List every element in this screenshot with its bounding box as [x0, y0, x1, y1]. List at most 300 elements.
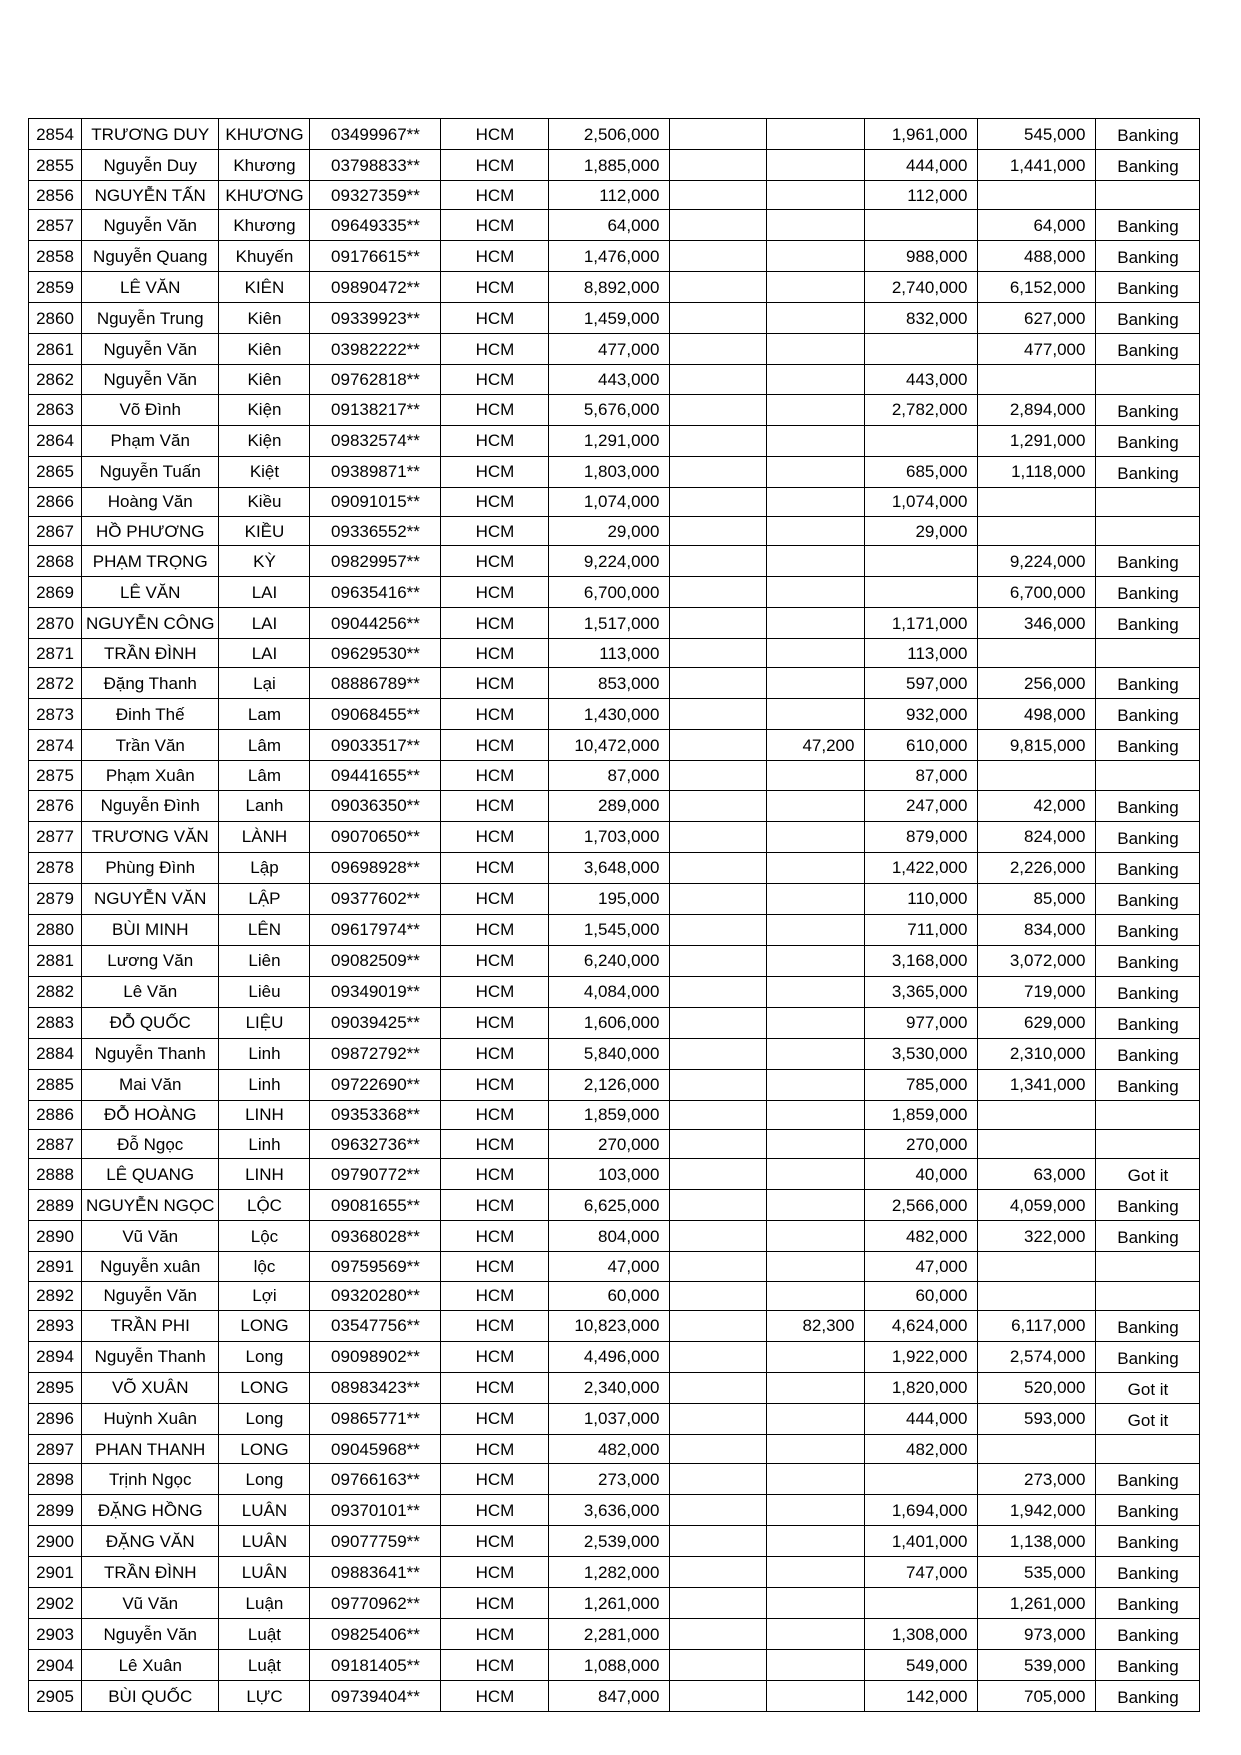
- total-amount-cell: 10,472,000: [549, 730, 670, 761]
- total-amount-cell: 9,224,000: [549, 546, 670, 577]
- given-name-cell: Luật: [219, 1650, 310, 1681]
- table-row: [29, 1650, 1200, 1681]
- amount-b-cell: 545,000: [978, 119, 1096, 150]
- city-cell: HCM: [441, 303, 549, 334]
- payment-method-cell: Banking: [1096, 730, 1200, 761]
- amount-a-cell: 113,000: [865, 639, 978, 668]
- extra-1-cell: [670, 668, 767, 699]
- row-number-cell: 2871: [29, 639, 82, 668]
- city-cell: HCM: [441, 577, 549, 608]
- city-cell: HCM: [441, 730, 549, 761]
- phone-cell: 09441655**: [310, 761, 441, 790]
- table-row: [29, 546, 1200, 577]
- payment-method-cell: [1096, 1434, 1200, 1463]
- city-cell: HCM: [441, 883, 549, 914]
- extra-1-cell: [670, 456, 767, 487]
- given-name-cell: Lại: [219, 668, 310, 699]
- row-number-cell: 2870: [29, 608, 82, 639]
- extra-2-cell: [767, 1341, 865, 1372]
- row-number-cell: 2861: [29, 334, 82, 365]
- amount-a-cell: 444,000: [865, 1403, 978, 1434]
- total-amount-cell: 60,000: [549, 1281, 670, 1310]
- phone-cell: 09722690**: [310, 1069, 441, 1100]
- extra-1-cell: [670, 1372, 767, 1403]
- extra-2-cell: [767, 852, 865, 883]
- phone-cell: 09349019**: [310, 976, 441, 1007]
- payment-method-cell: Banking: [1096, 1341, 1200, 1372]
- amount-b-cell: 1,118,000: [978, 456, 1096, 487]
- phone-cell: 09829957**: [310, 546, 441, 577]
- city-cell: HCM: [441, 546, 549, 577]
- amount-a-cell: 1,171,000: [865, 608, 978, 639]
- extra-2-cell: [767, 1557, 865, 1588]
- amount-a-cell: 1,961,000: [865, 119, 978, 150]
- total-amount-cell: 103,000: [549, 1159, 670, 1190]
- phone-cell: 09865771**: [310, 1403, 441, 1434]
- total-amount-cell: 5,840,000: [549, 1038, 670, 1069]
- family-name-cell: Nguyễn Văn: [82, 1619, 219, 1650]
- total-amount-cell: 1,606,000: [549, 1007, 670, 1038]
- total-amount-cell: 4,496,000: [549, 1341, 670, 1372]
- extra-1-cell: [670, 852, 767, 883]
- payment-method-cell: Banking: [1096, 1495, 1200, 1526]
- phone-cell: 09770962**: [310, 1588, 441, 1619]
- extra-1-cell: [670, 272, 767, 303]
- extra-2-cell: [767, 516, 865, 545]
- amount-a-cell: 1,074,000: [865, 487, 978, 516]
- amount-b-cell: 273,000: [978, 1464, 1096, 1495]
- row-number-cell: 2889: [29, 1190, 82, 1221]
- city-cell: HCM: [441, 1403, 549, 1434]
- table-row: [29, 1100, 1200, 1129]
- phone-cell: 09036350**: [310, 790, 441, 821]
- given-name-cell: Linh: [219, 1038, 310, 1069]
- row-number-cell: 2905: [29, 1681, 82, 1712]
- family-name-cell: Nguyễn Văn: [82, 1281, 219, 1310]
- given-name-cell: Luật: [219, 1619, 310, 1650]
- payment-method-cell: [1096, 1252, 1200, 1281]
- extra-1-cell: [670, 1403, 767, 1434]
- extra-2-cell: [767, 303, 865, 334]
- row-number-cell: 2874: [29, 730, 82, 761]
- phone-cell: 09039425**: [310, 1007, 441, 1038]
- table-row: [29, 668, 1200, 699]
- row-number-cell: 2896: [29, 1403, 82, 1434]
- family-name-cell: Lê Xuân: [82, 1650, 219, 1681]
- amount-a-cell: 1,820,000: [865, 1372, 978, 1403]
- family-name-cell: Trịnh Ngọc: [82, 1464, 219, 1495]
- city-cell: HCM: [441, 365, 549, 394]
- city-cell: HCM: [441, 1281, 549, 1310]
- amount-b-cell: 520,000: [978, 1372, 1096, 1403]
- amount-a-cell: 47,000: [865, 1252, 978, 1281]
- family-name-cell: ĐỖ QUỐC: [82, 1007, 219, 1038]
- extra-2-cell: [767, 1372, 865, 1403]
- amount-b-cell: [978, 639, 1096, 668]
- payment-method-cell: Banking: [1096, 1007, 1200, 1038]
- total-amount-cell: 1,291,000: [549, 425, 670, 456]
- phone-cell: 09649335**: [310, 210, 441, 241]
- extra-1-cell: [670, 546, 767, 577]
- phone-cell: 09181405**: [310, 1650, 441, 1681]
- payment-method-cell: Banking: [1096, 976, 1200, 1007]
- extra-2-cell: [767, 334, 865, 365]
- row-number-cell: 2864: [29, 425, 82, 456]
- row-number-cell: 2890: [29, 1221, 82, 1252]
- extra-1-cell: [670, 1495, 767, 1526]
- row-number-cell: 2883: [29, 1007, 82, 1038]
- family-name-cell: BÙI MINH: [82, 914, 219, 945]
- city-cell: HCM: [441, 119, 549, 150]
- extra-2-cell: [767, 1252, 865, 1281]
- extra-2-cell: [767, 790, 865, 821]
- table-row: [29, 608, 1200, 639]
- phone-cell: 09339923**: [310, 303, 441, 334]
- total-amount-cell: 29,000: [549, 516, 670, 545]
- extra-1-cell: [670, 1252, 767, 1281]
- total-amount-cell: 3,648,000: [549, 852, 670, 883]
- amount-a-cell: 2,740,000: [865, 272, 978, 303]
- city-cell: HCM: [441, 1650, 549, 1681]
- row-number-cell: 2880: [29, 914, 82, 945]
- extra-2-cell: [767, 1681, 865, 1712]
- phone-cell: 09370101**: [310, 1495, 441, 1526]
- row-number-cell: 2866: [29, 487, 82, 516]
- amount-a-cell: 597,000: [865, 668, 978, 699]
- extra-1-cell: [670, 1464, 767, 1495]
- table-row: [29, 577, 1200, 608]
- table-row: [29, 1526, 1200, 1557]
- amount-a-cell: 29,000: [865, 516, 978, 545]
- payment-method-cell: Banking: [1096, 608, 1200, 639]
- city-cell: HCM: [441, 821, 549, 852]
- payment-method-cell: Banking: [1096, 241, 1200, 272]
- payment-method-cell: Banking: [1096, 456, 1200, 487]
- extra-1-cell: [670, 516, 767, 545]
- total-amount-cell: 2,340,000: [549, 1372, 670, 1403]
- city-cell: HCM: [441, 1310, 549, 1341]
- total-amount-cell: 2,126,000: [549, 1069, 670, 1100]
- payment-method-cell: [1096, 487, 1200, 516]
- amount-a-cell: 932,000: [865, 699, 978, 730]
- family-name-cell: Đỗ Ngọc: [82, 1130, 219, 1159]
- phone-cell: 09632736**: [310, 1130, 441, 1159]
- table-row: [29, 1619, 1200, 1650]
- city-cell: HCM: [441, 272, 549, 303]
- family-name-cell: NGUYỄN TẤN: [82, 181, 219, 210]
- total-amount-cell: 113,000: [549, 639, 670, 668]
- payment-method-cell: [1096, 761, 1200, 790]
- payment-method-cell: Banking: [1096, 1190, 1200, 1221]
- city-cell: HCM: [441, 852, 549, 883]
- family-name-cell: Vũ Văn: [82, 1221, 219, 1252]
- family-name-cell: NGUYỄN NGỌC: [82, 1190, 219, 1221]
- amount-a-cell: 3,168,000: [865, 945, 978, 976]
- amount-a-cell: [865, 546, 978, 577]
- extra-1-cell: [670, 976, 767, 1007]
- amount-b-cell: 1,441,000: [978, 150, 1096, 181]
- table-row: [29, 976, 1200, 1007]
- payment-method-cell: Banking: [1096, 699, 1200, 730]
- amount-b-cell: 1,138,000: [978, 1526, 1096, 1557]
- payment-method-cell: Banking: [1096, 883, 1200, 914]
- amount-a-cell: 482,000: [865, 1434, 978, 1463]
- amount-b-cell: 9,815,000: [978, 730, 1096, 761]
- given-name-cell: Khuyến: [219, 241, 310, 272]
- phone-cell: 09320280**: [310, 1281, 441, 1310]
- extra-2-cell: [767, 976, 865, 1007]
- total-amount-cell: 1,261,000: [549, 1588, 670, 1619]
- row-number-cell: 2904: [29, 1650, 82, 1681]
- total-amount-cell: 273,000: [549, 1464, 670, 1495]
- row-number-cell: 2862: [29, 365, 82, 394]
- phone-cell: 09872792**: [310, 1038, 441, 1069]
- extra-1-cell: [670, 150, 767, 181]
- amount-b-cell: 973,000: [978, 1619, 1096, 1650]
- total-amount-cell: 10,823,000: [549, 1310, 670, 1341]
- total-amount-cell: 847,000: [549, 1681, 670, 1712]
- amount-b-cell: 627,000: [978, 303, 1096, 334]
- extra-1-cell: [670, 790, 767, 821]
- given-name-cell: Lâm: [219, 761, 310, 790]
- total-amount-cell: 4,084,000: [549, 976, 670, 1007]
- row-number-cell: 2854: [29, 119, 82, 150]
- family-name-cell: TRƯƠNG DUY: [82, 119, 219, 150]
- extra-1-cell: [670, 1619, 767, 1650]
- city-cell: HCM: [441, 699, 549, 730]
- amount-b-cell: 6,700,000: [978, 577, 1096, 608]
- city-cell: HCM: [441, 1190, 549, 1221]
- city-cell: HCM: [441, 1100, 549, 1129]
- total-amount-cell: 2,281,000: [549, 1619, 670, 1650]
- amount-a-cell: 685,000: [865, 456, 978, 487]
- table-row: [29, 883, 1200, 914]
- table-row: [29, 425, 1200, 456]
- extra-2-cell: [767, 119, 865, 150]
- extra-1-cell: [670, 1588, 767, 1619]
- family-name-cell: Nguyễn Thanh: [82, 1341, 219, 1372]
- payment-method-cell: Banking: [1096, 119, 1200, 150]
- extra-1-cell: [670, 365, 767, 394]
- amount-a-cell: 2,782,000: [865, 394, 978, 425]
- total-amount-cell: 8,892,000: [549, 272, 670, 303]
- extra-2-cell: [767, 150, 865, 181]
- extra-2-cell: [767, 577, 865, 608]
- city-cell: HCM: [441, 1464, 549, 1495]
- phone-cell: 09759569**: [310, 1252, 441, 1281]
- table-row: [29, 914, 1200, 945]
- row-number-cell: 2884: [29, 1038, 82, 1069]
- extra-2-cell: 82,300: [767, 1310, 865, 1341]
- family-name-cell: Hoàng Văn: [82, 487, 219, 516]
- extra-1-cell: [670, 1100, 767, 1129]
- total-amount-cell: 87,000: [549, 761, 670, 790]
- amount-a-cell: 110,000: [865, 883, 978, 914]
- row-number-cell: 2895: [29, 1372, 82, 1403]
- total-amount-cell: 289,000: [549, 790, 670, 821]
- row-number-cell: 2876: [29, 790, 82, 821]
- table-row: [29, 1069, 1200, 1100]
- amount-b-cell: 719,000: [978, 976, 1096, 1007]
- payment-method-cell: Banking: [1096, 394, 1200, 425]
- amount-a-cell: 60,000: [865, 1281, 978, 1310]
- amount-b-cell: 824,000: [978, 821, 1096, 852]
- payout-table: [28, 118, 1200, 1712]
- amount-b-cell: 1,942,000: [978, 1495, 1096, 1526]
- amount-b-cell: 346,000: [978, 608, 1096, 639]
- extra-1-cell: [670, 883, 767, 914]
- table-row: [29, 821, 1200, 852]
- table-row: [29, 516, 1200, 545]
- payment-method-cell: Banking: [1096, 303, 1200, 334]
- phone-cell: 09617974**: [310, 914, 441, 945]
- extra-1-cell: [670, 303, 767, 334]
- row-number-cell: 2860: [29, 303, 82, 334]
- table-row: [29, 1310, 1200, 1341]
- extra-2-cell: [767, 668, 865, 699]
- row-number-cell: 2902: [29, 1588, 82, 1619]
- total-amount-cell: 477,000: [549, 334, 670, 365]
- city-cell: HCM: [441, 456, 549, 487]
- extra-1-cell: [670, 1557, 767, 1588]
- table-row: [29, 761, 1200, 790]
- extra-2-cell: [767, 1526, 865, 1557]
- extra-1-cell: [670, 1159, 767, 1190]
- total-amount-cell: 6,700,000: [549, 577, 670, 608]
- row-number-cell: 2894: [29, 1341, 82, 1372]
- city-cell: HCM: [441, 150, 549, 181]
- given-name-cell: Luận: [219, 1588, 310, 1619]
- total-amount-cell: 64,000: [549, 210, 670, 241]
- payment-method-cell: Banking: [1096, 1681, 1200, 1712]
- row-number-cell: 2868: [29, 546, 82, 577]
- phone-cell: 09082509**: [310, 945, 441, 976]
- extra-2-cell: [767, 1130, 865, 1159]
- given-name-cell: LUÂN: [219, 1557, 310, 1588]
- total-amount-cell: 1,282,000: [549, 1557, 670, 1588]
- city-cell: HCM: [441, 945, 549, 976]
- amount-b-cell: 593,000: [978, 1403, 1096, 1434]
- phone-cell: 09832574**: [310, 425, 441, 456]
- amount-a-cell: 977,000: [865, 1007, 978, 1038]
- table-row: [29, 334, 1200, 365]
- table-row: [29, 790, 1200, 821]
- city-cell: HCM: [441, 210, 549, 241]
- given-name-cell: lộc: [219, 1252, 310, 1281]
- given-name-cell: KHƯƠNG: [219, 119, 310, 150]
- amount-a-cell: [865, 1588, 978, 1619]
- given-name-cell: Liêu: [219, 976, 310, 1007]
- total-amount-cell: 3,636,000: [549, 1495, 670, 1526]
- amount-b-cell: 9,224,000: [978, 546, 1096, 577]
- extra-1-cell: [670, 821, 767, 852]
- extra-1-cell: [670, 608, 767, 639]
- extra-1-cell: [670, 1130, 767, 1159]
- payment-method-cell: Banking: [1096, 668, 1200, 699]
- extra-2-cell: [767, 1038, 865, 1069]
- city-cell: HCM: [441, 425, 549, 456]
- payment-method-cell: [1096, 1130, 1200, 1159]
- city-cell: HCM: [441, 1495, 549, 1526]
- amount-b-cell: [978, 1252, 1096, 1281]
- phone-cell: 03499967**: [310, 119, 441, 150]
- payment-method-cell: Got it: [1096, 1403, 1200, 1434]
- extra-2-cell: [767, 241, 865, 272]
- given-name-cell: KIỀU: [219, 516, 310, 545]
- amount-b-cell: 4,059,000: [978, 1190, 1096, 1221]
- city-cell: HCM: [441, 1681, 549, 1712]
- payment-method-cell: Banking: [1096, 1557, 1200, 1588]
- family-name-cell: Nguyễn Văn: [82, 365, 219, 394]
- family-name-cell: PHẠM TRỌNG: [82, 546, 219, 577]
- phone-cell: 03547756**: [310, 1310, 441, 1341]
- payment-method-cell: Banking: [1096, 1310, 1200, 1341]
- phone-cell: 09098902**: [310, 1341, 441, 1372]
- amount-a-cell: 832,000: [865, 303, 978, 334]
- amount-a-cell: 4,624,000: [865, 1310, 978, 1341]
- phone-cell: 08983423**: [310, 1372, 441, 1403]
- family-name-cell: LÊ QUANG: [82, 1159, 219, 1190]
- city-cell: HCM: [441, 1557, 549, 1588]
- payment-method-cell: Banking: [1096, 852, 1200, 883]
- city-cell: HCM: [441, 1619, 549, 1650]
- amount-b-cell: [978, 181, 1096, 210]
- row-number-cell: 2891: [29, 1252, 82, 1281]
- table-row: [29, 699, 1200, 730]
- table-row: [29, 1252, 1200, 1281]
- amount-b-cell: 6,152,000: [978, 272, 1096, 303]
- city-cell: HCM: [441, 1130, 549, 1159]
- table-row: [29, 119, 1200, 150]
- row-number-cell: 2856: [29, 181, 82, 210]
- amount-a-cell: 87,000: [865, 761, 978, 790]
- total-amount-cell: 1,859,000: [549, 1100, 670, 1129]
- phone-cell: 09138217**: [310, 394, 441, 425]
- extra-2-cell: [767, 1650, 865, 1681]
- phone-cell: 03982222**: [310, 334, 441, 365]
- row-number-cell: 2886: [29, 1100, 82, 1129]
- given-name-cell: Lâm: [219, 730, 310, 761]
- row-number-cell: 2887: [29, 1130, 82, 1159]
- family-name-cell: Nguyễn Tuấn: [82, 456, 219, 487]
- amount-a-cell: 112,000: [865, 181, 978, 210]
- given-name-cell: KỲ: [219, 546, 310, 577]
- table-row: [29, 394, 1200, 425]
- amount-b-cell: 42,000: [978, 790, 1096, 821]
- payment-method-cell: Banking: [1096, 1069, 1200, 1100]
- table-row: [29, 852, 1200, 883]
- city-cell: HCM: [441, 1159, 549, 1190]
- payment-method-cell: Banking: [1096, 1464, 1200, 1495]
- extra-1-cell: [670, 577, 767, 608]
- payment-method-cell: [1096, 639, 1200, 668]
- extra-1-cell: [670, 1681, 767, 1712]
- given-name-cell: Kiệt: [219, 456, 310, 487]
- extra-1-cell: [670, 639, 767, 668]
- amount-b-cell: 2,894,000: [978, 394, 1096, 425]
- family-name-cell: Lương Văn: [82, 945, 219, 976]
- table-row: [29, 303, 1200, 334]
- amount-b-cell: 1,291,000: [978, 425, 1096, 456]
- total-amount-cell: 1,885,000: [549, 150, 670, 181]
- family-name-cell: Huỳnh Xuân: [82, 1403, 219, 1434]
- given-name-cell: Long: [219, 1464, 310, 1495]
- table-row: [29, 487, 1200, 516]
- phone-cell: 09825406**: [310, 1619, 441, 1650]
- extra-1-cell: [670, 241, 767, 272]
- row-number-cell: 2863: [29, 394, 82, 425]
- family-name-cell: Nguyễn Đình: [82, 790, 219, 821]
